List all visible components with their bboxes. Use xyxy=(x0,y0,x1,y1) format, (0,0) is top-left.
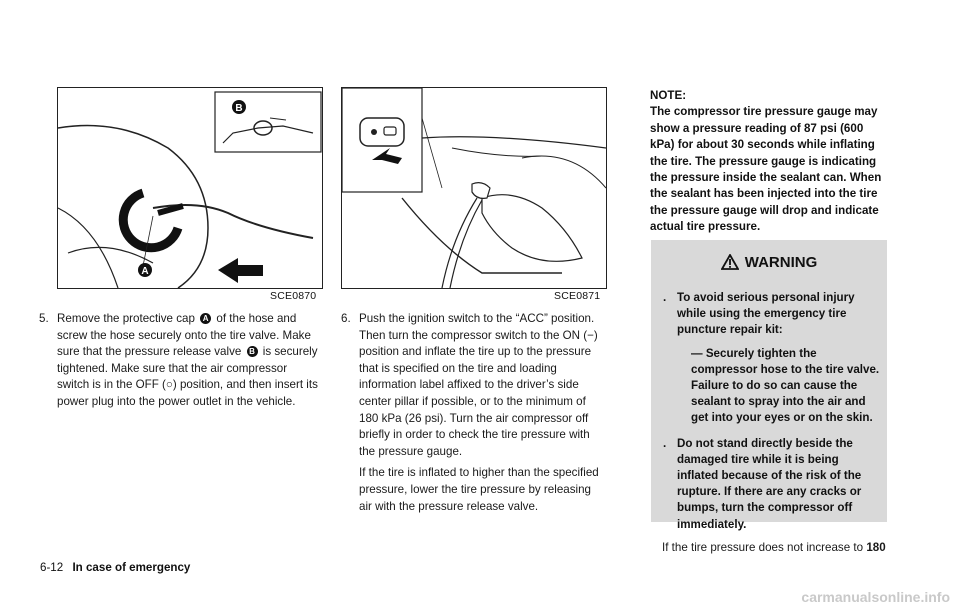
figure-code-2: SCE0871 xyxy=(554,290,601,302)
warning-item xyxy=(663,436,881,533)
callout-b-label: B xyxy=(235,103,243,114)
continuation-text xyxy=(662,541,886,554)
watermark: carmanualsonline.info xyxy=(801,589,950,605)
warning-item xyxy=(663,290,881,427)
note-block xyxy=(650,88,890,236)
figure-compressor-switch xyxy=(341,87,607,289)
warning-list xyxy=(663,290,881,542)
hose-connection-illustration xyxy=(58,88,322,288)
figure-code-1: SCE0870 xyxy=(270,290,317,302)
callout-a-icon: A xyxy=(200,313,211,324)
compressor-switch-illustration xyxy=(342,88,606,288)
warning-item-1: To avoid serious personal injury while using the emergency tire puncture repair kit: xyxy=(677,291,855,337)
continuation-text-body: If the tire pressure does not increase to xyxy=(662,541,864,554)
step-6 xyxy=(341,311,607,515)
note-heading: NOTE: xyxy=(650,89,687,102)
callout-a-label: A xyxy=(141,266,149,277)
step-6-paragraph-2: If the tire is inflated to higher than the specified pressure, lower the tire pressure by releasing air with the pressure release valve. xyxy=(359,466,599,513)
page-footer xyxy=(40,561,190,574)
continuation-text-value: 180 xyxy=(866,541,886,554)
step-5-text-c: is securely tightened. Make sure that the air compressor switch is in the OFF (○) position, and then insert its power plug into the power outlet in the vehicle. xyxy=(57,345,318,408)
warning-item-2: Do not stand directly beside the damaged tire while it is being inflated because of the risk of the rupture. If there are any cracks or bumps, turn the compressor off immediately. xyxy=(677,436,862,531)
step-6-number: 6. xyxy=(341,312,351,325)
step-5-number: 5. xyxy=(39,312,49,325)
warning-triangle-icon xyxy=(721,254,739,274)
callout-b-icon: B xyxy=(247,346,258,357)
warning-sub-item-1: — Securely tighten the compressor hose to the tire valve. Failure to do so can cause the sealant to spray into the air and get into your eyes or on the skin. xyxy=(691,346,880,425)
step-5 xyxy=(39,311,322,411)
section-title: In case of emergency xyxy=(72,561,191,574)
step-5-text-b: of the hose and screw the hose securely onto the tire valve. Make sure that the pressure release valve xyxy=(57,312,311,359)
note-text: The compressor tire pressure gauge may show a pressure reading of 87 psi (600 kPa) for about 30 seconds while inflating the tire. The pressure gauge is indicating the pressure inside the sealant can. When the sealant has been injected into the tire the pressure gauge will drop and indicate actual tire pressure. xyxy=(650,105,882,234)
figure-hose-connection xyxy=(57,87,323,289)
page-number: 6-12 xyxy=(40,561,64,574)
warning-header xyxy=(651,254,887,274)
warning-bullet: . xyxy=(663,291,667,304)
step-6-paragraph-1: Push the ignition switch to the “ACC” position. Then turn the compressor switch to the ON (−) position and inflate the tire up to the pressure that is specified on the tire and loading information label affixed to the driver’s side center pillar if possible, or to the minimum of 180 kPa (26 psi). Turn the air compressor off briefly in order to check the tire pressure with the pressure gauge. xyxy=(359,312,598,458)
warning-bullet: . xyxy=(663,436,667,450)
warning-box xyxy=(651,240,887,531)
warning-title: WARNING xyxy=(744,254,818,271)
step-5-text-a: Remove the protective cap xyxy=(57,312,195,325)
